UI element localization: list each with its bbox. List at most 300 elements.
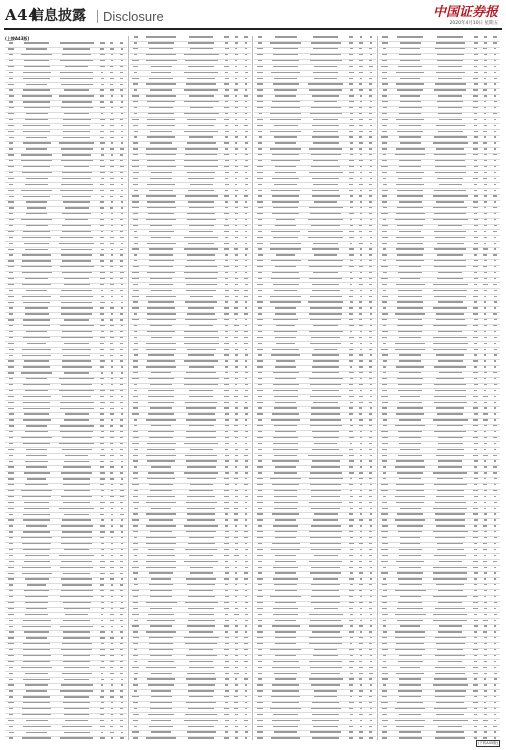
table-cell [254,313,266,318]
table-cell [471,708,481,713]
table-cell [117,490,127,495]
table-cell [107,142,117,147]
table-cell [117,584,127,589]
table-cell [130,319,142,324]
table-cell [481,472,491,477]
table-cell [130,490,142,495]
table-cell [366,77,376,82]
table-cell [117,95,127,100]
table-cell [241,289,251,294]
table-cell [142,495,181,500]
table-cell [490,136,500,141]
table-cell [391,36,430,41]
table-cell [346,130,356,135]
table-cell [490,649,500,654]
table-cell [430,578,471,583]
table-cell [481,478,491,483]
table-cell [56,454,97,459]
table-cell [481,660,491,665]
table-cell [17,142,56,147]
table-cell [232,348,242,353]
table-cell [107,537,117,542]
table-cell [222,260,232,265]
table-cell [97,360,107,365]
table-cell [391,42,430,47]
table-cell [97,172,107,177]
table-cell [366,113,376,118]
table-cell [5,189,17,194]
table-cell [430,360,471,365]
table-cell [391,166,430,171]
table-cell [97,83,107,88]
table-cell [490,366,500,371]
table-cell [17,672,56,677]
table-cell [5,496,17,501]
table-cell [142,272,181,277]
table-cell [97,289,107,294]
table-cell [241,637,251,642]
table-cell [471,177,481,182]
table-cell [366,95,376,100]
table-cell [5,460,17,465]
table-cell [97,554,107,559]
table-cell [430,225,471,230]
table-cell [222,213,232,218]
table-cell [430,42,471,47]
table-cell [117,60,127,65]
table-cell [356,702,366,707]
table-cell [181,537,222,542]
table-cell [471,596,481,601]
table-cell [17,460,56,465]
table-cell [379,36,391,41]
table-cell [346,189,356,194]
table-cell [346,283,356,288]
table-cell [130,278,142,283]
table-cell [56,201,97,206]
table-cell [254,42,266,47]
table-cell [107,372,117,377]
table-cell [232,266,242,271]
table-cell [254,71,266,76]
table-cell [107,154,117,159]
table-cell [481,372,491,377]
table-cell [346,107,356,112]
table-cell [471,36,481,41]
table-cell [241,501,251,506]
table-cell [379,643,391,648]
table-cell [430,54,471,59]
table-cell [117,714,127,719]
table-cell [379,737,391,740]
table-cell [366,331,376,336]
table-cell [430,207,471,212]
table-cell [471,183,481,188]
table-cell [471,230,481,235]
table-cell [356,466,366,471]
table-cell [254,702,266,707]
table-cell [142,278,181,283]
table-cell [5,413,17,418]
table-cell [107,714,117,719]
table-cell [232,219,242,224]
table-cell [56,478,97,483]
table-cell [117,643,127,648]
table-cell [346,566,356,571]
table-cell [391,331,430,336]
table-cell [56,325,97,330]
table-cell [366,107,376,112]
table-cell [142,560,181,565]
table-cell [117,437,127,442]
table-cell [490,419,500,424]
table-cell [5,725,17,730]
table-cell [56,625,97,630]
table-cell [379,619,391,624]
table-cell [130,737,142,740]
table-cell [130,107,142,112]
table-cell [181,219,222,224]
table-cell [379,548,391,553]
table-cell [56,319,97,324]
table-cell [56,378,97,383]
table-cell [391,619,430,624]
table-cell [97,466,107,471]
table-cell [391,213,430,218]
table-cell [241,348,251,353]
table-cell [379,130,391,135]
table-cell [346,171,356,176]
table-cell [391,466,430,471]
table-cell [305,607,346,612]
table-cell [430,295,471,300]
table-cell [305,372,346,377]
table-cell [266,295,305,300]
table-cell [56,672,97,677]
table-cell [430,731,471,736]
table-cell [305,225,346,230]
table-cell [430,189,471,194]
table-cell [346,272,356,277]
table-cell [305,201,346,206]
table-cell [56,719,97,724]
table-cell [430,401,471,406]
table-cell [241,189,251,194]
table-cell [241,160,251,165]
table-cell [254,690,266,695]
table-cell [17,66,56,71]
table-cell [481,89,491,94]
table-cell [5,537,17,542]
table-cell [232,360,242,365]
table-cell [266,89,305,94]
table-cell [379,401,391,406]
table-cell [254,501,266,506]
table-cell [97,378,107,383]
table-cell [266,572,305,577]
table-cell [117,148,127,153]
table-cell [266,366,305,371]
table-cell [181,378,222,383]
table-cell [97,42,107,47]
table-cell [379,118,391,123]
table-cell [5,602,17,607]
table-cell [5,142,17,147]
table-cell [379,425,391,430]
table-cell [346,136,356,141]
table-cell [97,643,107,648]
table-cell [107,725,117,730]
table-cell [241,301,251,306]
table-cell [346,248,356,253]
table-cell [366,407,376,412]
table-cell [117,407,127,412]
table-cell [305,631,346,636]
table-cell [56,342,97,347]
table-cell [366,678,376,683]
table-cell [222,684,232,689]
table-cell [142,136,181,141]
table-cell [471,242,481,247]
table-cell [222,419,232,424]
table-cell [490,431,500,436]
table-cell [254,413,266,418]
table-cell [5,554,17,559]
table-cell [17,248,56,253]
table-cell [366,171,376,176]
table-cell [346,548,356,553]
table-cell [481,731,491,736]
table-cell [181,360,222,365]
table-cell [471,554,481,559]
table-cell [391,225,430,230]
table-cell [117,195,127,200]
table-cell [97,719,107,724]
table-cell [490,666,500,671]
table-cell [391,490,430,495]
table-cell [17,307,56,312]
table-cell [346,77,356,82]
table-cell [5,71,17,76]
table-cell [481,442,491,447]
table-cell [17,319,56,324]
table-cell [490,537,500,542]
table-cell [222,325,232,330]
table-cell [107,519,117,524]
table-cell [346,354,356,359]
table-cell [142,666,181,671]
table-cell [181,525,222,530]
table-cell [17,537,56,542]
table-cell [254,89,266,94]
table-cell [254,36,266,41]
table-cell [481,655,491,660]
table-cell [305,731,346,736]
table-cell [254,660,266,665]
table-cell [56,113,97,118]
table-cell [222,519,232,524]
table-cell [142,490,181,495]
table-cell [366,89,376,94]
table-cell [366,672,376,677]
table-cell [17,637,56,642]
table-cell [241,65,251,70]
table-cell [232,590,242,595]
table-cell [356,195,366,200]
table-cell [391,260,430,265]
table-cell [356,501,366,506]
table-cell [481,490,491,495]
table-cell [5,666,17,671]
table-cell [471,295,481,300]
table-cell [17,284,56,289]
table-cell [117,531,127,536]
table-cell [266,195,305,200]
table-cell [97,260,107,265]
table-cell [481,560,491,565]
table-cell [142,425,181,430]
table-cell [356,101,366,106]
table-cell [5,661,17,666]
table-cell [181,554,222,559]
section-title-en: Disclosure [103,9,164,24]
table-cell [17,242,56,247]
table-cell [241,342,251,347]
table-cell [366,130,376,135]
table-cell [356,331,366,336]
table-cell [232,242,242,247]
table-cell [222,360,232,365]
table-cell [5,608,17,613]
table-cell [356,154,366,159]
table-cell [366,737,376,740]
table-cell [471,325,481,330]
table-cell [232,166,242,171]
table-cell [222,696,232,701]
table-cell [254,560,266,565]
table-cell [391,278,430,283]
table-cell [379,407,391,412]
table-cell [222,65,232,70]
table-cell [117,572,127,577]
table-cell [222,495,232,500]
table-cell [241,372,251,377]
table-cell [305,719,346,724]
table-cell [305,124,346,129]
table-cell [241,118,251,123]
table-cell [471,354,481,359]
table-cell [232,342,242,347]
table-cell [254,625,266,630]
table-cell [142,696,181,701]
table-cell [356,442,366,447]
table-cell [305,672,346,677]
table-cell [346,201,356,206]
table-cell [117,554,127,559]
table-cell [391,154,430,159]
table-cell [17,466,56,471]
table-cell [17,42,56,47]
table-cell [5,307,17,312]
table-cell [130,354,142,359]
table-cell [366,466,376,471]
table-cell [481,230,491,235]
table-cell [117,278,127,283]
table-cell [5,702,17,707]
table-cell [241,295,251,300]
table-cell [17,136,56,141]
table-cell [142,171,181,176]
table-cell [117,101,127,106]
table-cell [56,419,97,424]
table-cell [254,460,266,465]
table-cell [17,207,56,212]
table-cell [490,731,500,736]
table-cell [391,602,430,607]
table-cell [471,431,481,436]
table-cell [17,401,56,406]
table-cell [254,708,266,713]
table-cell [366,295,376,300]
table-cell [142,548,181,553]
table-cell [181,643,222,648]
table-cell [430,725,471,730]
table-cell [142,195,181,200]
table-cell [391,77,430,82]
table-cell [142,401,181,406]
table-cell [97,348,107,353]
table-cell [232,678,242,683]
table-cell [107,354,117,359]
table-cell [222,660,232,665]
table-cell [17,231,56,236]
table-cell [356,578,366,583]
table-cell [366,225,376,230]
table-cell [391,325,430,330]
table-cell [142,48,181,53]
table-cell [356,631,366,636]
table-cell [241,183,251,188]
table-cell [346,419,356,424]
table-cell [17,419,56,424]
table-cell [130,537,142,542]
table-cell [266,230,305,235]
table-cell [117,325,127,330]
table-cell [490,378,500,383]
table-cell [117,484,127,489]
table-cell [391,507,430,512]
table-cell [379,295,391,300]
table-cell [346,649,356,654]
table-cell [17,501,56,506]
table-cell [254,283,266,288]
table-cell [481,384,491,389]
table-cell [471,590,481,595]
table-cell [181,372,222,377]
table-cell [107,619,117,624]
table-cell [181,307,222,312]
table-cell [490,372,500,377]
table-cell [430,584,471,589]
table-cell [241,602,251,607]
table-cell [241,378,251,383]
table-cell [430,543,471,548]
table-cell [107,189,117,194]
table-cell [107,48,117,53]
table-cell [56,566,97,571]
table-cell [430,713,471,718]
table-cell [305,578,346,583]
